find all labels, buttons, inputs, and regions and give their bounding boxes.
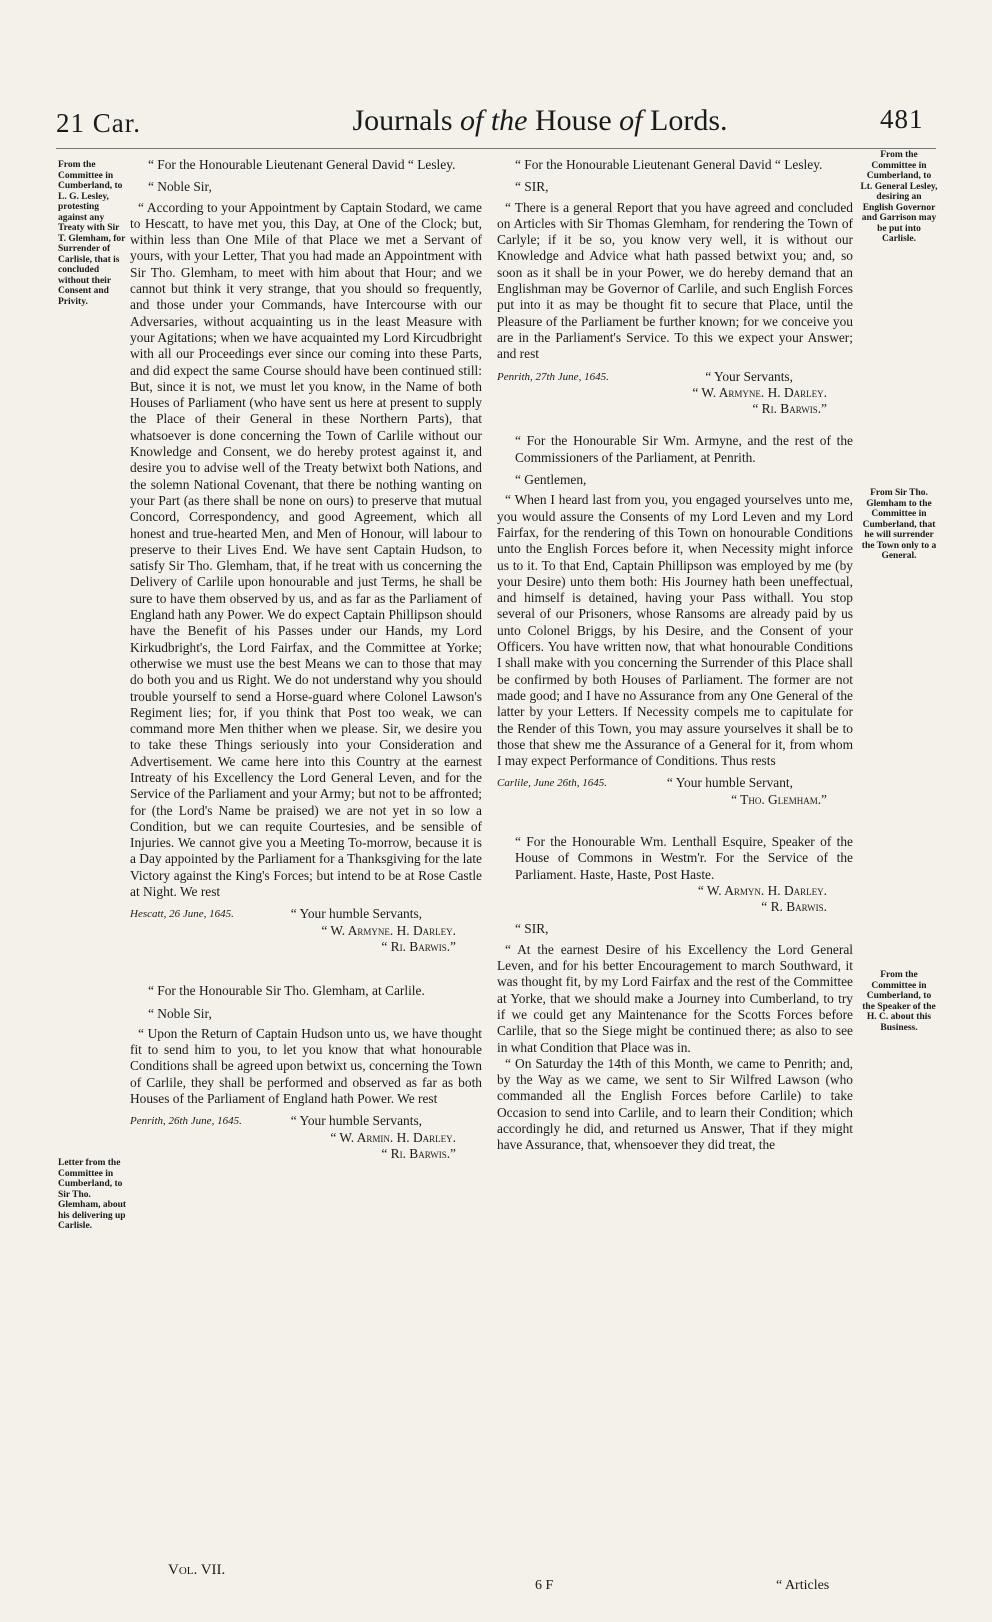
letter5-body-2: “ On Saturday the 14th of this Month, we came to Penrith; and, by the Way as we came, we sent to Sir Wilfred Lawson (who commanded all the English Forces before Carlile) to take Occasion to send into Carlile, and to learn their Condition; which accordingly he did, and returned us Answer, That if they might have Assurance, that, whensoever they did treat, the <box>497 1055 853 1153</box>
letter3-closing: “ Your Servants, <box>705 368 793 384</box>
letter2-closing: “ Your humble Servants, <box>290 1113 422 1129</box>
signature-mark: 6 F <box>535 1578 554 1593</box>
letter4-signatory: “ Tho. Glemham.” <box>731 791 827 807</box>
letter5-body-1: “ At the earnest Desire of his Excellency the Lord General Leven, and for his better Encouragement to march Southward, it was thought fit, by my Lord Fairfax and the rest of the Committee at Yorke, that we should make a Journey into Cumberland, to try if we could get any Maintenance for the Scotts Forces before Carlile, that so the Siege might be continued there; as also to see in what Condition that Place was in. <box>497 941 853 1055</box>
volume-label: Vol. VII. <box>168 1562 226 1578</box>
running-title <box>260 104 820 138</box>
letter1-place-date: Hescatt, 26 June, 1645. <box>130 908 234 921</box>
letter4-salutation: “ Gentlemen, <box>515 472 587 488</box>
title-lords: Lords. <box>650 104 728 137</box>
letter5-salutation: “ SIR, <box>515 921 549 937</box>
letter2-address: “ For the Honourable Sir Tho. Glemham, at Carlile. <box>148 983 425 999</box>
letter2-signatory-2: “ Ri. Barwis.” <box>381 1145 456 1161</box>
page-number: 481 <box>880 104 924 134</box>
letter1-address: “ For the Honourable Lieutenant General David “ Lesley. <box>148 157 456 172</box>
side-note-english-governor: From the Committee in Cumberland, to Lt. General Lesley, desiring an English Governor and Garrison may be put into Carlisle. <box>860 150 938 244</box>
letter1-body: “ According to your Appointment by Captain Stodard, we came to Hescatt, to have met you, this Day, at One of the Clock; but, within less than One Mile of that Place we met a Servant of yours, with your Letter, That you had made an Appointment with Sir Tho. Glemham, to meet with him about that Hour; and we cannot but think it very strange, that you should so frequently, and those under your Commands, have Intercourse with our Adversaries, without acquainting us in the least Measure with your Agitations; when we have acquainted my Lord Kircudbright with all our Proceedings ever since our coming into these Parts, and did expect the same Course should have been continued still: But, since it is not, we must let you know, in the Name of both Houses of Parliament (who have sent us here at present to supply the Place of their General in these Northern Parts), that whatsoever is done concerning the Town of Carlile without our Knowledge and Consent, we do hereby protest against it, and desire you to advise well of the Treaty betwixt both Nations, and the solemn National Covenant, that there be nothing wanting on your Part (as there shall be none on ours) to preserve that mutual Concord, Correspondency, and good Agreement, which all honest and true-hearted Men, and Men of Honour, will labour to preserve to their Lives End. We have sent Captain Hudson, to satisfy Sir Tho. Glemham, that, if he treat with us concerning the Delivery of Carlile upon honourable and just Terms, he shall be sure to have them observed by us, and as far as the Parliament of England hath any Power. We do expect Captain Phillipson should have the Benefit of his Passes under our Hands, my Lord Kirkudbright's, the Lord Fairfax, and the Committee at Yorke; otherwise we must use the best Means we can to those that may do both you and us Right. We do not understand why you should trouble yourself to send a Horse-guard where Colonel Lawson's Regiment lies; for, if you think that Post too weak, we can command more Men thither when we please. Sir, we desire you to take these Things seriously into your Consideration and Advertisement. We came here into this Country at the earnest Intreaty of his Excellency the Lord General Leven, and for the Service of the Parliament and your Army; but not to be affronted; for (the Lord's Name be praised) we are not yet in so low a Condition, but we can requite Courtesies, and be sensible of Injuries. We cannot give you a Meeting To-morrow, because it is a Day appointed by the Parliament for a Thanksgiving for the late Victory against the King's Forces; but intend to be at Rose Castle at Night. We rest <box>130 199 482 900</box>
left-column <box>130 157 482 1162</box>
letter5-address: “ For the Honourable Wm. Lenthall Esquire, Speaker of the House of Commons in Westm'r. For the Service of the Parliament. Haste, Haste, Post Haste. <box>515 833 853 882</box>
letter2-salutation: “ Noble Sir, <box>148 1005 212 1021</box>
side-note-protest: From the Committee in Cumberland, to L. G. Lesley, protesting against any Treaty with Sir T. Glemham, for Surrender of Carlisle, that is concluded without their Consent and Privity. <box>58 160 126 307</box>
letter3-body: “ There is a general Report that you have agreed and concluded on Articles with Sir Thomas Glemham, for rendering the Town of Carlyle; if it be so, you know very well, it is without our Knowledge and Advice what hath passed betwixt you; and, so soon as it shall be in your Power, we do hereby demand that an Englishman may be Governor of Carlile, and such English Forces put into it as may be thought fit to secure that Place, until the Pleasure of the Parliament be further known; for we conceive you are in the Parliament's Service. To this we expect your Answer; and rest <box>497 199 853 362</box>
letter1-signatory-2: “ Ri. Barwis.” <box>381 938 456 954</box>
letter4-place-date: Carlile, June 26th, 1645. <box>497 777 607 790</box>
letter4-closing-row <box>497 775 853 791</box>
letter4-closing: “ Your humble Servant, <box>666 775 793 791</box>
letter1-closing-row <box>130 906 482 922</box>
letter4-address: “ For the Honourable Sir Wm. Armyne, and the rest of the Commissioners of the Parliament, at Penrith. <box>515 433 853 465</box>
title-journals: Journals <box>352 104 453 137</box>
regnal-year: 21 Car. <box>56 108 141 138</box>
letter2-signatories: “ W. Armin. H. Darley. <box>330 1129 456 1145</box>
letter3-address: “ For the Honourable Lieutenant General David “ Lesley. <box>515 157 823 172</box>
title-of-1: of <box>460 104 484 137</box>
letter3-salutation: “ SIR, <box>515 179 549 195</box>
title-house: House <box>535 104 612 137</box>
title-the: the <box>490 104 528 137</box>
letter3-place-date: Penrith, 27th June, 1645. <box>497 370 609 383</box>
letter5-signatories: “ W. Armyn. H. Darley. <box>697 882 827 898</box>
catchword: “ Articles <box>776 1578 830 1593</box>
header-rule <box>56 148 936 149</box>
side-note-letter-glemham: Letter from the Committee in Cumberland, to Sir Tho. Glemham, about his delivering up Carlisle. <box>58 1158 127 1231</box>
letter3-closing-row <box>497 369 853 385</box>
letter2-body: “ Upon the Return of Captain Hudson unto us, we have thought fit to send him to you, to let you know that what honourable Conditions shall be agreed upon betwixt us, concerning the Town of Carlile, they shall be performed and observed as far as both Houses of the Parliament of England hath Power. We rest <box>130 1025 482 1107</box>
side-note-to-speaker: From the Committee in Cumberland, to the Speaker of the H. C. about this Business. <box>862 970 936 1033</box>
letter3-signatory-2: “ Ri. Barwis.” <box>752 401 827 417</box>
letter1-salutation: “ Noble Sir, <box>148 179 212 195</box>
side-note-glemham-reply: From Sir Tho. Glemham to the Committee in Cumberland, that he will surrender the Town only to a General. <box>861 488 937 561</box>
title-of-2: of <box>619 104 643 137</box>
letter3-signatories: “ W. Armyne. H. Darley. <box>692 384 827 400</box>
letter1-closing: “ Your humble Servants, <box>290 906 422 922</box>
letter2-closing-row <box>130 1113 482 1129</box>
letter1-signatories: “ W. Armyne. H. Darley. <box>321 922 456 938</box>
letter5-signatory-2: “ R. Barwis. <box>761 899 827 915</box>
letter4-body: “ When I heard last from you, you engaged yourselves unto me, you would assure the Consents of my Lord Leven and my Lord Fairfax, for the rendering of this Town on honourable Conditions unto the English Forces before it, when Necessity might inforce us to it. To that End, Captain Phillipson was employed by me (by your Desire) unto them both: His Journey hath been uneffectual, and himself is detained, having your Pass withall. You stop several of our Prisoners, whose Ransoms are already paid by us unto Colonel Briggs, by his Desire, and the Consent of your Officers. You have written now, that what honourable Conditions I shall make with you concerning the Surrender of this Place shall be confirmed by both Houses of Parliament. The former are not made good; and I have no Assurance from any One General of the latter by your Letters. If Necessity compels me to capitulate for the Render of this Town, you may assure yourselves it shall be to those that shew me the Assurance of a General for it, from whom I may expect Performance of Conditions. Thus rests <box>497 492 853 769</box>
right-column <box>497 157 853 1154</box>
letter2-place-date: Penrith, 26th June, 1645. <box>130 1115 242 1128</box>
